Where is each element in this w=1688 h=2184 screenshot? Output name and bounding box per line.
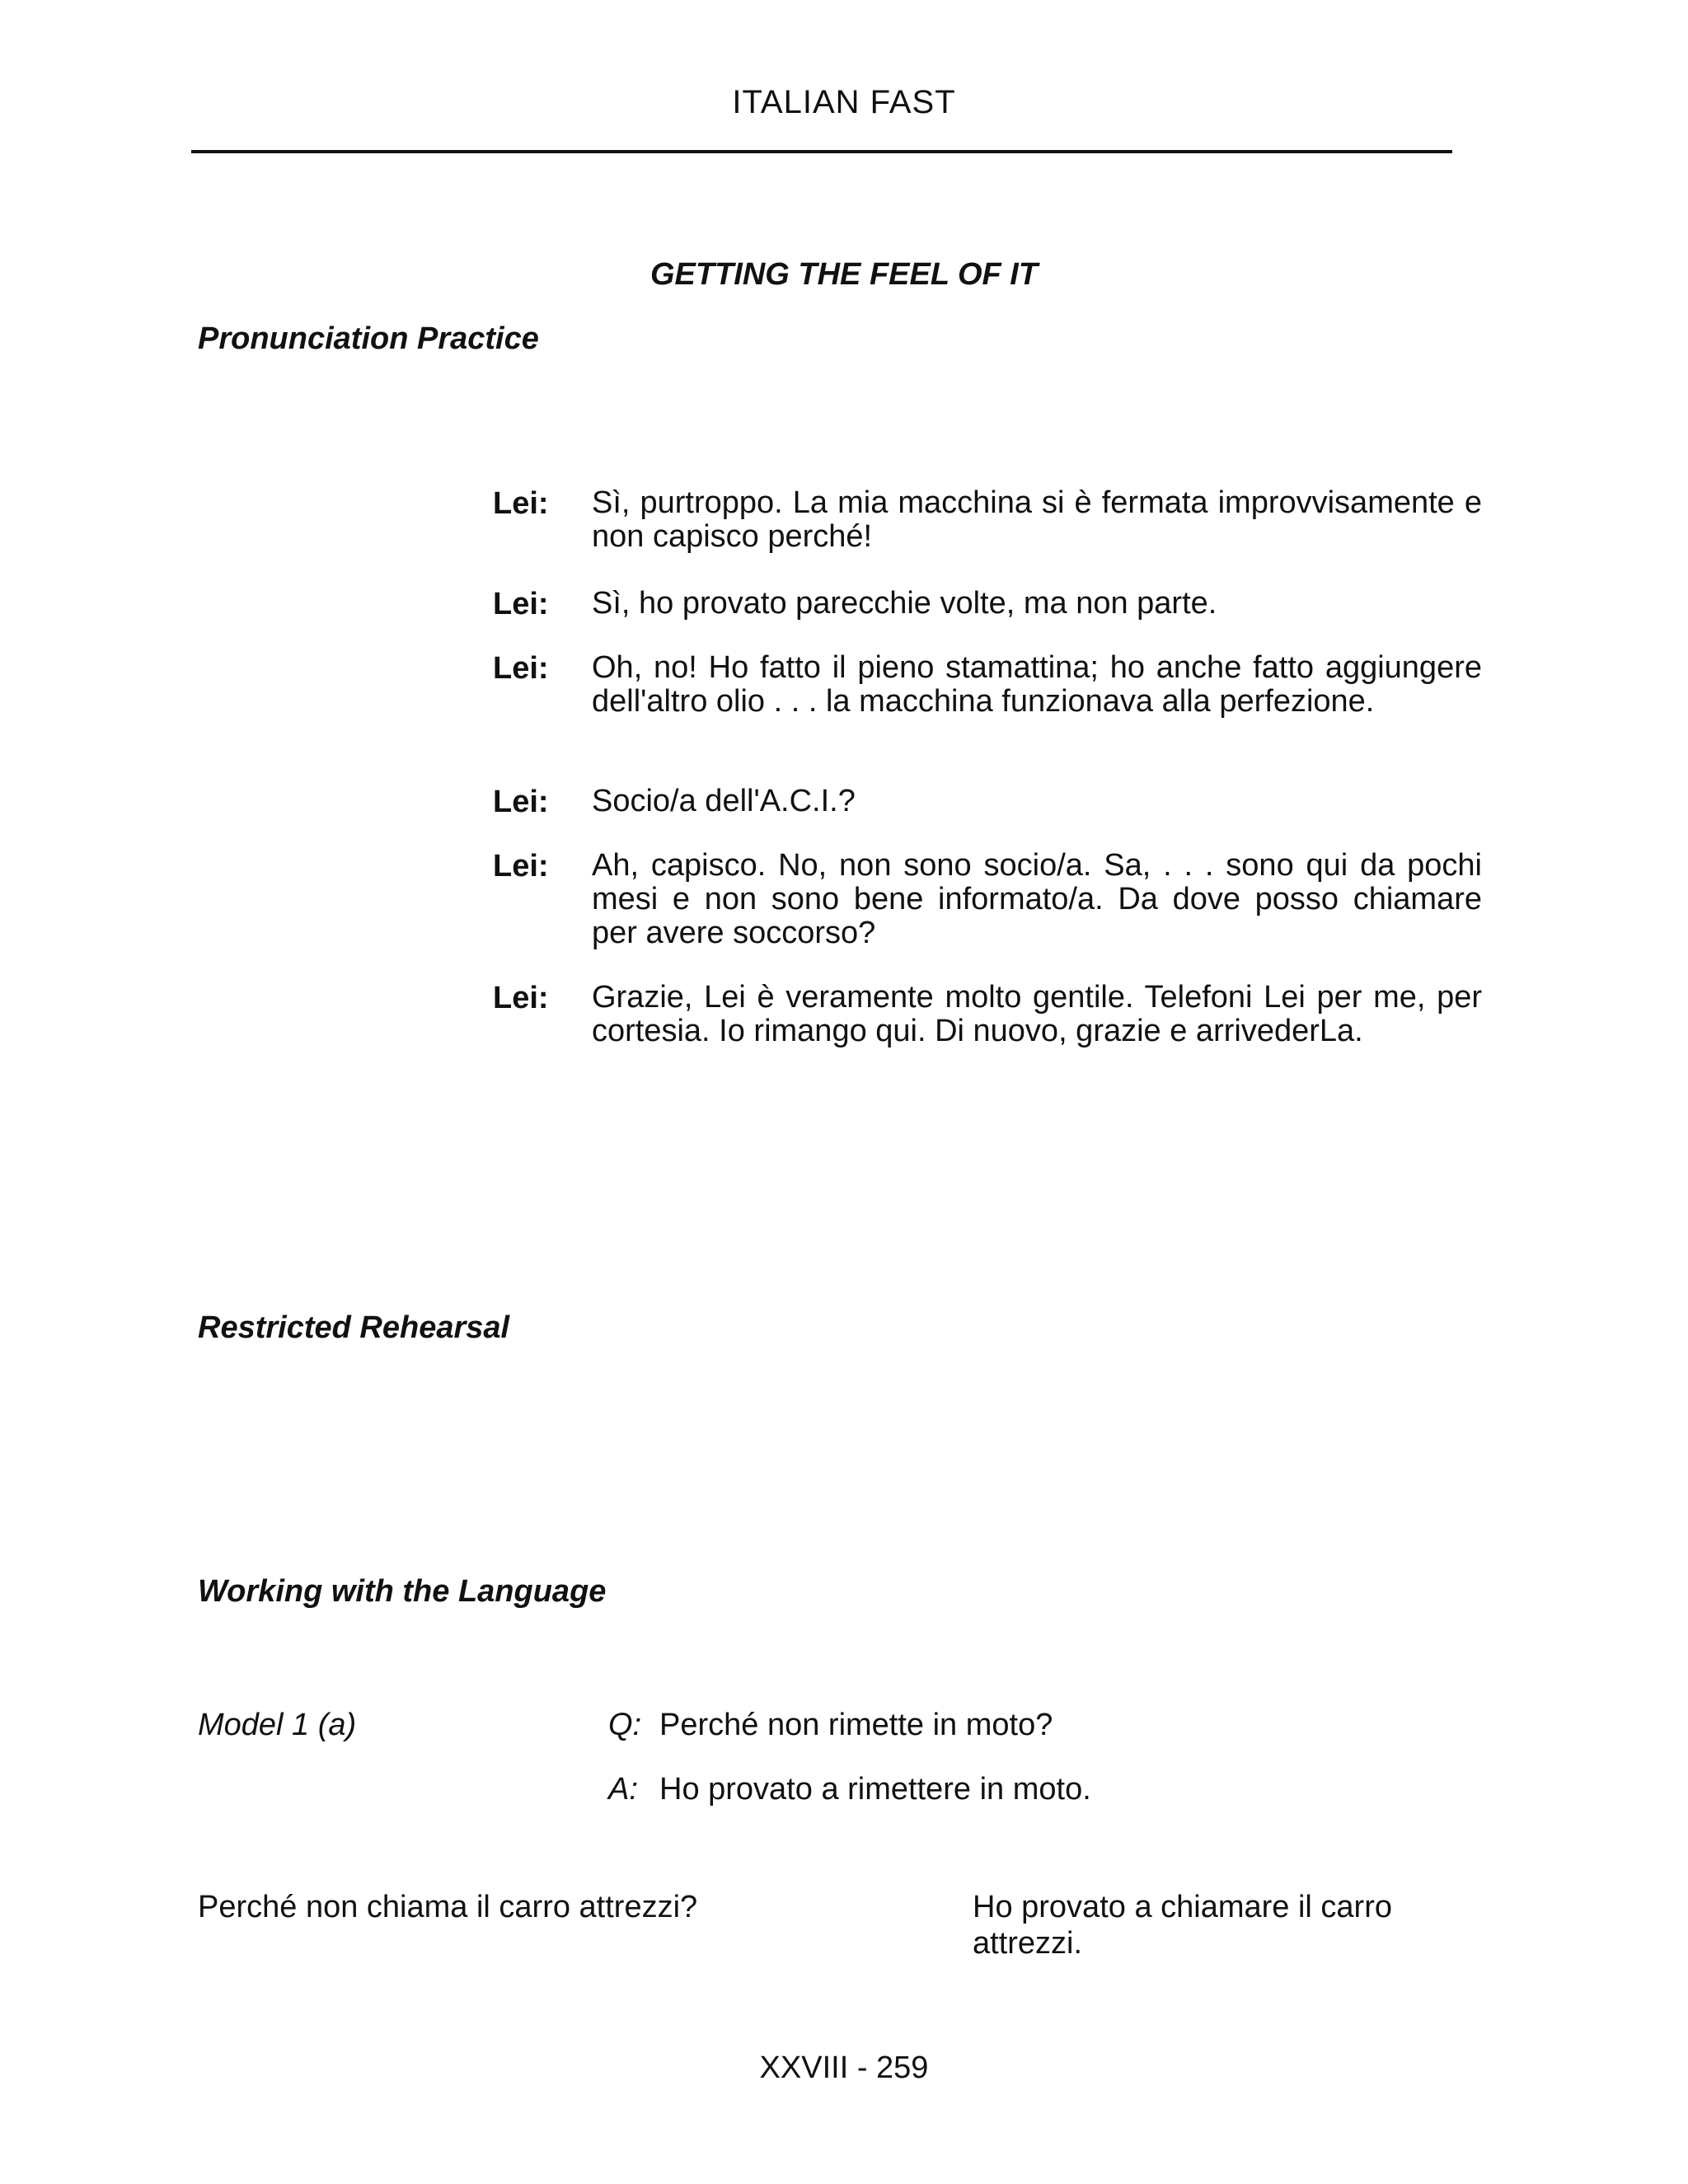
dialogue-speaker: Lei: xyxy=(493,486,549,521)
question-label: Q: xyxy=(608,1708,642,1742)
dialogue-line: Sì, ho provato parecchie volte, ma non parte. xyxy=(592,586,1217,621)
working-with-language-heading: Working with the Language xyxy=(198,1574,607,1609)
pronunciation-heading: Pronunciation Practice xyxy=(198,321,539,356)
section-title: GETTING THE FEEL OF IT xyxy=(649,257,1039,292)
restricted-rehearsal-heading: Restricted Rehearsal xyxy=(198,1310,510,1345)
answer-label: A: xyxy=(608,1772,638,1807)
header-divider xyxy=(191,150,1452,153)
model-label: Model 1 (a) xyxy=(198,1708,357,1742)
question-text: Perché non rimette in moto? xyxy=(659,1708,1053,1742)
dialogue-speaker: Lei: xyxy=(493,785,549,819)
dialogue-speaker: Lei: xyxy=(493,651,549,686)
answer-text: Ho provato a rimettere in moto. xyxy=(659,1772,1091,1807)
dialogue-line: Socio/a dell'A.C.I.? xyxy=(592,784,856,818)
drill-answer: Ho provato a chiamare il carro attrezzi. xyxy=(973,1890,1392,1961)
dialogue-line: Grazie, Lei è veramente molto gentile. Telefoni Lei per me, per cortesia. Io rimango qui. Di nuovo, grazie e arrivederLa. xyxy=(592,980,1482,1048)
page-header-title: ITALIAN FAST xyxy=(732,84,956,120)
dialogue-line: Sì, purtroppo. La mia macchina si è fermata improvvisamente e non capisco perché! xyxy=(592,485,1482,554)
dialogue-speaker: Lei: xyxy=(493,981,549,1015)
dialogue-line: Oh, no! Ho fatto il pieno stamattina; ho anche fatto aggiungere dell'altro olio . . . la macchina funzionava alla perfezione. xyxy=(592,650,1482,719)
page-number: XXVIII - 259 xyxy=(759,2050,929,2085)
drill-question: Perché non chiama il carro attrezzi? xyxy=(198,1890,698,1924)
dialogue-line: Ah, capisco. No, non sono socio/a. Sa, . . . sono qui da pochi mesi e non sono bene informato/a. Da dove posso chiamare per avere soccorso? xyxy=(592,848,1482,950)
dialogue-speaker: Lei: xyxy=(493,587,549,621)
dialogue-speaker: Lei: xyxy=(493,849,549,883)
